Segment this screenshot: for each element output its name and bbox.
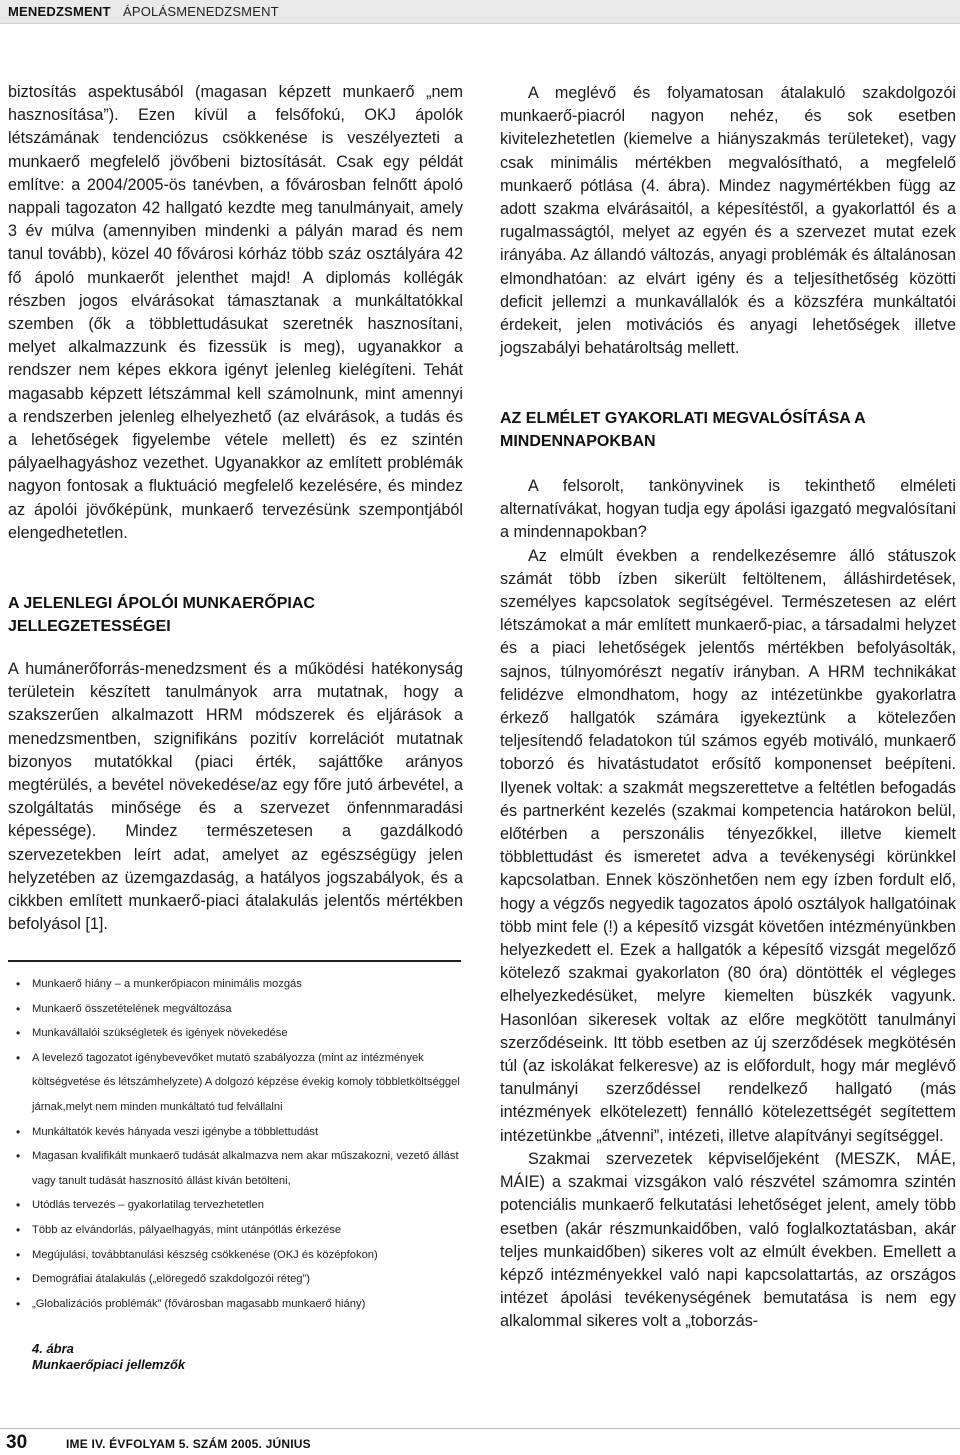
figure-caption [32, 1341, 185, 1373]
figure-list-item: • Munkáltatók kevés hányada veszi igénybe a többlettudást [8, 1120, 461, 1145]
left-intro-paragraph: biztosítás aspektusából (magasan képzett munkaerő „nem hasznosítása”). Ezen kívül a felsőfokú, OKJ ápolók létszámának tendenciózus csökkenése is veszélyezteti a munkaerő megfelelő jövőbeni biztosítását. Csak egy példát említve: a 2004/2005-ös tanévben, a fővárosban felnőtt ápoló nappali tagozaton 42 hallgató kezdte meg tanulmányait, amely 3 év múlva (amennyiben mindenki a pályán marad és nem tanul tovább), közel 40 fővárosi kórház több száz osztályára 42 fő ápoló munkaerőt jelenthet majd! A diplomás kollégák részben jogos elvárásokat támasztanak a munkáltatókkal szemben (ők a többlettudásukat szeretnék hasznosítani, melyet alkalmazzunk és fizessük is meg), ugyanakkor a rendszer nem képes ekkora igényt jelenleg kielégíteni. Tehát magasabb képzett létszámmal kell számolnunk, mint amennyi a rendszerben jelenleg elhelyezhető (az elvárások, a tudás és a lehetőségek figyelembe vétele mellett) és ez szintén pályaelhagyáshoz vezethet. Ugyanakkor az említett problémák nagyon fontosak a fluktuáció megfelelő kezelésére, és mindez az ápolói jövőképünk, munkaerő tervezésünk szempontjából elengedhetetlen. [8, 83, 463, 542]
bullet-icon: • [16, 1296, 21, 1311]
bullet-icon: • [16, 1026, 21, 1041]
section-heading-right: AZ ELMÉLET GYAKORLATI MEGVALÓSÍTÁSA A MINDENNAPOKBAN [500, 410, 866, 450]
bullet-icon: • [16, 1050, 21, 1065]
bullet-icon: • [16, 1198, 21, 1213]
journal-info: IME IV. ÉVFOLYAM 5. SZÁM 2005. JÚNIUS [66, 1437, 311, 1451]
figure-list-item: • Megújulási, továbbtanulási készség csökkenése (OKJ és középfokon) [8, 1243, 461, 1268]
figure-title: Munkaerőpiaci jellemzők [32, 1357, 186, 1372]
figure-list-item: • Magasan kvalifikált munkaerő tudását alkalmazva nem akar műszakozni, vezető állást vagy tanult tudását hasznosító állást kíván betölteni, [8, 1144, 461, 1193]
right-intro-paragraph: A meglévő és folyamatosan átalakuló szakdolgozói munkaerő-piacról nagyon nehéz, és sok esetben kivitelezhetetlen (kiemelve a hiányszakmás területeket), vagy csak minimális mértékben megvalósítható, a megfelelő munkaerő pótlása (4. ábra). Mindez nagymértékben függ az adott szakma elvárásaitól, a képesítéstől, a gyakorlattól és a rugalmasságtól, melyet az egyén és a szervezet mutat ezek irányába. Az állandó változás, anyagi problémák és általánosan elmondhatóan: az elvárt igény és a teljesíthetőség közötti deficit jellemzi a munkavállalók és a közszféra munkáltatói érdekeit, jelen motivációs és anyagi lehetőségek illetve jogszabályi behatároltság mellett. [500, 84, 956, 358]
page-footer [0, 1428, 960, 1455]
section-heading-left: A JELENLEGI ÁPOLÓI MUNKAERŐPIAC JELLEGZETESSÉGEI [8, 595, 315, 635]
page-number: 30 [6, 1432, 28, 1453]
bullet-icon: • [16, 1149, 21, 1164]
figure-list [8, 972, 461, 1316]
bullet-icon: • [16, 1001, 21, 1016]
figure-list-item: • A levelező tagozatot igénybevevőket mutató szabályozza (mint az intézmények költségvetése és létszámhelyzete) A dolgozó képzése évekig komoly többletköltséggel járnak,melyt nem minden munkáltató tud felvállalni [8, 1046, 461, 1120]
right-paragraph-1: A felsorolt, tankönyvinek is tekinthető elméleti alternatívákat, hogyan tudja egy ápolási igazgató megvalósítani a mindennapokban? [500, 477, 956, 542]
right-column-intro [500, 82, 956, 360]
right-column-body [500, 475, 956, 1334]
figure-number: 4. ábra [32, 1341, 74, 1356]
bullet-icon: • [16, 977, 21, 991]
footer-divider [0, 1428, 960, 1429]
figure-box [8, 960, 461, 1380]
left-column-body [8, 658, 463, 936]
figure-list-item: • Munkaerő összetételének megváltozása [8, 997, 461, 1022]
left-body-paragraph: A humánerőforrás-menedzsment és a működési hatékonyság területein készített tanulmányok arra mutatnak, hogy a szakszerűen alkalmazott HRM módszerek és eljárások a menedzsmentben, szignifikáns pozitív korrelációt mutatnak bizonyos mutatókkal (piaci érték, sajáttőke arányos megtérülés, a bevétel növekedése/az egy főre jutó árbevétel, a szolgáltatás minősége és a szervezet önfennmaradási képessége). Mindez természetesen a gazdálkodó szervezetekben leírt adat, amelyet az egészségügy jelen helyzetében az üzemgazdaság, a hatályos jogszabályok, és a cikkben említett munkaerő-piaci átalakulás jelentős mértékben befolyásol [1]. [8, 660, 463, 934]
subsection-title: ÁPOLÁSMENEDZSMENT [123, 4, 279, 19]
figure-list-item: • „Globalizációs problémák” (fővárosban magasabb munkaerő hiány) [8, 1292, 461, 1317]
figure-list-item: • Több az elvándorlás, pályaelhagyás, mint utánpótlás érkezése [8, 1218, 461, 1243]
figure-list-item: • Demográfiai átalakulás („elöregedő szakdolgozói réteg”) [8, 1267, 461, 1292]
left-column-intro [8, 81, 463, 545]
bullet-icon: • [16, 1124, 21, 1139]
right-paragraph-2: Az elmúlt években a rendelkezésemre álló státuszok számát több ízben sikerült feltöltenem, álláshirdetések, személyes kapcsolatok segítségével. Természetesen az elért létszámokat a már említett munkaerő-piac, a társadalmi helyzet és a piaci lehetőségek jelentős mértékben befolyásolták, sajnos, túlnyomórészt negatív irányban. A HRM technikákat felidézve elmondhatom, hogy az intézetünkbe gyakorlatra érkező hallgatók számára igyekeztünk a kötelezően teljesítendő feladatokon túl számos egyéb motiváló, munkaerő toborzó és hivatástudatot erősítő komponenset beépíteni. Ilyenek voltak: a szakmát megszerettetve a feltétlen befogadás és partnerként kezelés (szakmai kompetencia határokon belül, előtérben a perszonális tényezőkkel, illetve kiemelt többlettudást és ismeretet adva a tevékenységi körünkkel kapcsolatban. Ennek köszönhetően nem egy ízben fordult elő, hogy a végzős negyedik tagozatos ápoló osztályok hallgatóinak több mint fele (!) a képesítő vizsgát követően intézményünkben helyezkedett el. Ezek a hallgatók a képesítő vizsgát megelőző kötelező szakmai gyakorlaton (80 óra) döntötték el végleges elhelyezkedésüket, melyre kiemelten büszkék vagyunk. Hasonlóan sikeresek voltak az előre megkötött tanulmányi szerződéseink. Itt több esetben az új szerződések megkötésén túl (az iskolákat felkeresve) az is előfordult, hogy már meglévő tanulmányi szerződéssel rendelkező hallgató (más intézmények elkötelezett) fennálló kötelezettségét segítettem intézetünkbe „átvenni”, intézeti, illetve alapítványi segítséggel. [500, 546, 956, 1145]
figure-list-item: • Munkaerő hiány – a munkerőpiacon minimális mozgás [8, 972, 461, 997]
figure-divider [8, 960, 461, 962]
bullet-icon: • [16, 1247, 21, 1262]
page-header [0, 0, 960, 24]
figure-list-item: • Munkavállalói szükségletek és igények növekedése [8, 1021, 461, 1046]
right-paragraph-3: Szakmai szervezetek képviselőjeként (MESZK, MÁE, MÁIE) a szakmai vizsgákon való részvétel számomra szintén potenciális munkaerő felkutatási lehetőséget jelent, amely több esetben (akár részmunkaidőben, való foglalkoztatásban, akár teljes munkaidőben) sikeres volt az elmúlt években. Emellett a képző intézményekkel való napi kapcsolattartás, az országos intézet ápolási tevékenységének bemutatása is nem egy alkalommal sikeres volt a „toborzás- [500, 1149, 956, 1331]
figure-list-item: • Utódlás tervezés – gyakorlatilag tervezhetetlen [8, 1193, 461, 1218]
section-title: MENEDZSMENT [8, 4, 111, 19]
bullet-icon: • [16, 1222, 21, 1237]
bullet-icon: • [16, 1272, 21, 1287]
